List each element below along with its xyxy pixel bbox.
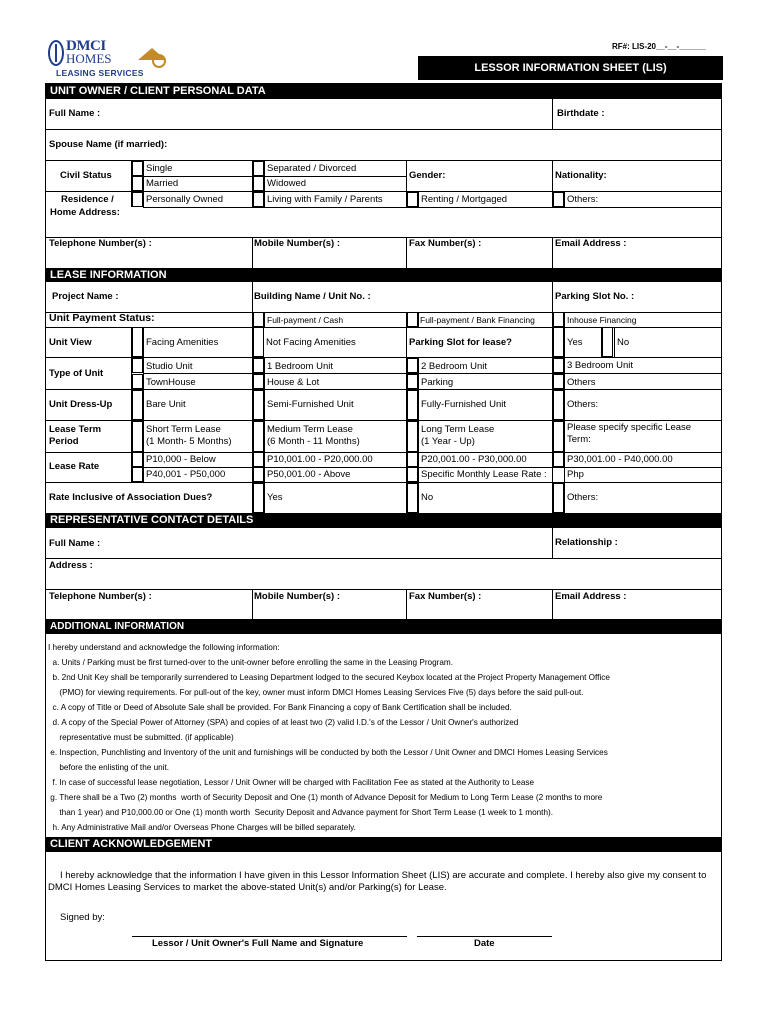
rate-10k-below-checkbox[interactable]	[132, 452, 143, 467]
one-bedroom-label: 1 Bedroom Unit	[267, 361, 334, 372]
spouse-name-label: Spouse Name (if married):	[49, 139, 168, 150]
rate-30k-40k-checkbox[interactable]	[553, 452, 564, 467]
rate-40k-50k-checkbox[interactable]	[132, 467, 143, 482]
fully-furnished-label: Fully-Furnished Unit	[421, 399, 506, 410]
renting-label: Renting / Mortgaged	[421, 194, 508, 205]
additional-info-line: f. In case of successful lease negotiation, Lessor / Unit Owner will be charged with Facilitation Fee as stated at the Authority to Lease	[48, 778, 535, 787]
two-bedroom-label: 2 Bedroom Unit	[421, 361, 488, 372]
fax-label: Fax Number(s) :	[409, 238, 482, 249]
additional-info-line: g. There shall be a Two (2) months worth of Security Deposit and One (1) month of Advance Deposit for Medium to Long Term Lease (2 months to more	[48, 793, 603, 802]
date-label: Date	[474, 938, 495, 949]
additional-info-line: d. A copy of the Special Power of Attorney (SPA) and copies of at least two (2) valid I.D.'s of the Lessor / Unit Owner's authorized	[48, 718, 519, 727]
townhouse-label: TownHouse	[146, 377, 196, 388]
additional-info-line: before the enlisting of the unit.	[48, 763, 170, 772]
dressup-others-checkbox[interactable]	[553, 390, 564, 420]
additional-info-line: I hereby understand and acknowledge the following information:	[48, 643, 280, 652]
type-others-label: Others	[567, 377, 596, 388]
lease-term-period-label: Period	[49, 436, 79, 447]
form-title: LESSOR INFORMATION SHEET (LIS)	[418, 56, 723, 80]
long-term-label: Long Term Lease	[421, 424, 495, 435]
single-label: Single	[146, 163, 173, 174]
full-payment-bank-label: Full-payment / Bank Financing	[420, 315, 535, 325]
additional-info-line: a. Units / Parking must be first turned-over to the unit-owner before enrolling the same in the Leasing Program.	[48, 658, 454, 667]
project-name-label: Project Name :	[52, 291, 119, 302]
php-label: Php	[567, 469, 584, 480]
reference-number: RF#: LIS-20__-__-______	[612, 42, 706, 51]
fully-furnished-checkbox[interactable]	[407, 390, 418, 420]
inhouse-financing-checkbox[interactable]	[553, 312, 564, 327]
mobile-label: Mobile Number(s) :	[254, 238, 341, 249]
rate-50k-above-checkbox[interactable]	[253, 467, 264, 482]
house-lot-label: House & Lot	[267, 377, 320, 388]
rep-fax-label: Fax Number(s) :	[409, 591, 482, 602]
short-term-checkbox[interactable]	[132, 421, 143, 452]
rate-30k-40k-label: P30,001.00 - P40,000.00	[567, 454, 673, 465]
rep-mobile-label: Mobile Number(s) :	[254, 591, 341, 602]
logo-line3: LEASING SERVICES	[56, 68, 144, 78]
birthdate-label: Birthdate :	[557, 108, 605, 119]
additional-info-line: than 1 year) and P10,000.00 or One (1) month worth Security Deposit and Advance payment for Short Term Lease (1 week to 1 month).	[48, 808, 554, 817]
rate-20k-30k-label: P20,001.00 - P30,000.00	[421, 454, 527, 465]
facing-amenities-checkbox[interactable]	[132, 327, 143, 357]
living-with-family-checkbox[interactable]	[253, 192, 264, 207]
dues-others-checkbox[interactable]	[553, 483, 564, 513]
signature-label: Lessor / Unit Owner's Full Name and Signature	[152, 938, 364, 949]
unit-view-label: Unit View	[49, 337, 92, 348]
rep-telephone-label: Telephone Number(s) :	[49, 591, 152, 602]
specific-rate-checkbox[interactable]	[407, 467, 418, 482]
association-dues-label: Rate Inclusive of Association Dues?	[49, 492, 213, 503]
personally-owned-checkbox[interactable]	[132, 192, 143, 207]
renting-checkbox[interactable]	[407, 192, 418, 207]
parking-no-checkbox[interactable]	[602, 327, 613, 357]
bare-unit-checkbox[interactable]	[132, 390, 143, 420]
parking-yes-label: Yes	[567, 337, 583, 348]
specific-term-checkbox[interactable]	[553, 421, 564, 452]
separated-label: Separated / Divorced	[267, 163, 357, 174]
section-heading-client-ack: CLIENT ACKNOWLEDGEMENT	[46, 837, 721, 852]
type-of-unit-label: Type of Unit	[49, 368, 104, 379]
additional-info-line: representative must be submitted. (if applicable)	[48, 733, 234, 742]
parking-type-checkbox[interactable]	[407, 374, 418, 389]
specific-term-field-label: Term:	[567, 434, 591, 445]
long-term-range: (1 Year - Up)	[421, 436, 475, 447]
dmci-homes-logo	[44, 40, 172, 80]
section-heading-lease-info: LEASE INFORMATION	[46, 268, 721, 282]
dues-yes-checkbox[interactable]	[253, 483, 264, 513]
rate-10k-20k-label: P10,001.00 - P20,000.00	[267, 454, 373, 465]
married-checkbox[interactable]	[132, 176, 143, 191]
studio-unit-label: Studio Unit	[146, 361, 193, 372]
additional-info-line: (PMO) for viewing requirements. For pull-out of the key, owner must inform DMCI Homes Leasing Services Five (5) days before the said pull-out.	[48, 688, 584, 697]
email-label: Email Address :	[555, 238, 627, 249]
specific-term-label: Please specify specific Lease	[567, 422, 692, 433]
long-term-checkbox[interactable]	[407, 421, 418, 452]
full-payment-bank-checkbox[interactable]	[407, 312, 418, 327]
residence-others-checkbox[interactable]	[553, 192, 564, 207]
not-facing-amenities-checkbox[interactable]	[253, 327, 264, 357]
additional-info-line: c. A copy of Title or Deed of Absolute Sale shall be provided. For Bank Financing a copy of Bank Certification shall be included.	[48, 703, 512, 712]
rate-10k-below-label: P10,000 - Below	[146, 454, 216, 465]
short-term-label: Short Term Lease	[146, 424, 221, 435]
rate-50k-above-label: P50,001.00 - Above	[267, 469, 351, 480]
full-payment-cash-label: Full-payment / Cash	[267, 315, 344, 325]
civil-status-label: Civil Status	[60, 170, 112, 181]
residence-others-label: Others:	[567, 194, 599, 205]
full-payment-cash-checkbox[interactable]	[253, 312, 264, 327]
two-bedroom-checkbox[interactable]	[407, 358, 418, 373]
parking-for-lease-label: Parking Slot for lease?	[409, 337, 512, 348]
acknowledgement-text: I hereby acknowledge that the information I have given in this Lessor Information Sheet (LIS) are accurate and complete. I hereby also give my consent to DMCI Homes Leasing Services to market the above-stated Unit(s) and/or Parking(s) for Lease.	[48, 870, 707, 893]
rate-20k-30k-checkbox[interactable]	[407, 452, 418, 467]
rate-40k-50k-label: P40,001 - P50,000	[146, 469, 226, 480]
three-bedroom-checkbox[interactable]	[553, 358, 564, 373]
rep-full-name-label: Full Name :	[49, 538, 101, 549]
dues-yes-label: Yes	[267, 492, 283, 503]
single-checkbox[interactable]	[132, 161, 143, 176]
medium-term-checkbox[interactable]	[253, 421, 264, 452]
parking-yes-checkbox[interactable]	[553, 327, 564, 357]
section-heading-personal-data: UNIT OWNER / CLIENT PERSONAL DATA	[46, 84, 721, 99]
house-lot-checkbox[interactable]	[253, 374, 264, 389]
semi-furnished-checkbox[interactable]	[253, 390, 264, 420]
studio-unit-checkbox[interactable]	[132, 358, 143, 373]
additional-info-line: e. Inspection, Punchlisting and Inventory of the unit and furnishings will be conducted by both the Lessor / Unit Owner and DMCI Homes Leasing Services	[48, 748, 608, 757]
inhouse-financing-label: Inhouse Financing	[567, 315, 637, 325]
semi-furnished-label: Semi-Furnished Unit	[267, 399, 354, 410]
medium-term-label: Medium Term Lease	[267, 424, 353, 435]
signed-by-label: Signed by:	[60, 912, 105, 923]
lease-rate-label: Lease Rate	[49, 461, 100, 472]
bare-unit-label: Bare Unit	[146, 399, 186, 410]
rep-email-label: Email Address :	[555, 591, 627, 602]
dues-others-label: Others:	[567, 492, 599, 503]
rep-address-label: Address :	[49, 560, 93, 571]
townhouse-checkbox[interactable]	[132, 374, 143, 389]
full-name-label: Full Name :	[49, 108, 101, 119]
parking-type-label: Parking	[421, 377, 454, 388]
married-label: Married	[146, 178, 179, 189]
building-unit-label: Building Name / Unit No. :	[254, 291, 371, 302]
type-others-checkbox[interactable]	[553, 374, 564, 389]
lease-term-label: Lease Term	[49, 424, 102, 435]
widowed-label: Widowed	[267, 178, 307, 189]
unit-dress-up-label: Unit Dress-Up	[49, 399, 113, 410]
rate-10k-20k-checkbox[interactable]	[253, 452, 264, 467]
not-facing-amenities-label: Not Facing Amenities	[266, 337, 356, 348]
gender-label: Gender:	[409, 170, 446, 181]
logo-line1: DMCI	[66, 38, 106, 54]
home-address-label: Home Address:	[50, 207, 120, 218]
medium-term-range: (6 Month - 11 Months)	[267, 436, 360, 447]
logo-line2: HOMES	[66, 51, 112, 66]
three-bedroom-label: 3 Bedroom Unit	[567, 360, 634, 371]
living-with-family-label: Living with Family / Parents	[267, 194, 383, 205]
additional-info-line: h. Any Administrative Mail and/or Overseas Phone Charges will be billed separately.	[48, 823, 356, 832]
separated-checkbox[interactable]	[253, 161, 264, 176]
widowed-checkbox[interactable]	[253, 176, 264, 191]
section-heading-representative: REPRESENTATIVE CONTACT DETAILS	[46, 513, 721, 528]
nationality-label: Nationality:	[555, 170, 607, 181]
parking-no-label: No	[617, 337, 630, 348]
rep-relationship-label: Relationship :	[555, 537, 618, 548]
key-icon	[152, 54, 166, 68]
dressup-others-label: Others:	[567, 399, 599, 410]
personally-owned-label: Personally Owned	[146, 194, 224, 205]
unit-payment-status-label: Unit Payment Status:	[49, 312, 155, 324]
specific-rate-label: Specific Monthly Lease Rate :	[421, 469, 547, 480]
signature-line[interactable]	[132, 936, 407, 937]
telephone-label: Telephone Number(s) :	[49, 238, 152, 249]
one-bedroom-checkbox[interactable]	[253, 358, 264, 373]
dmci-logo-mark-icon	[48, 40, 64, 66]
short-term-range: (1 Month- 5 Months)	[146, 436, 232, 447]
residence-label: Residence /	[61, 194, 114, 205]
dues-no-checkbox[interactable]	[407, 483, 418, 513]
dues-no-label: No	[421, 492, 434, 503]
facing-amenities-label: Facing Amenities	[146, 337, 219, 348]
additional-info-line: b. 2nd Unit Key shall be temporarily surrendered to Leasing Department lodged to the secured Keybox located at the Project Property Management Office	[48, 673, 610, 682]
parking-slot-no-label: Parking Slot No. :	[555, 291, 635, 302]
date-line[interactable]	[417, 936, 552, 937]
section-heading-additional-info: ADDITIONAL INFORMATION	[46, 619, 721, 634]
